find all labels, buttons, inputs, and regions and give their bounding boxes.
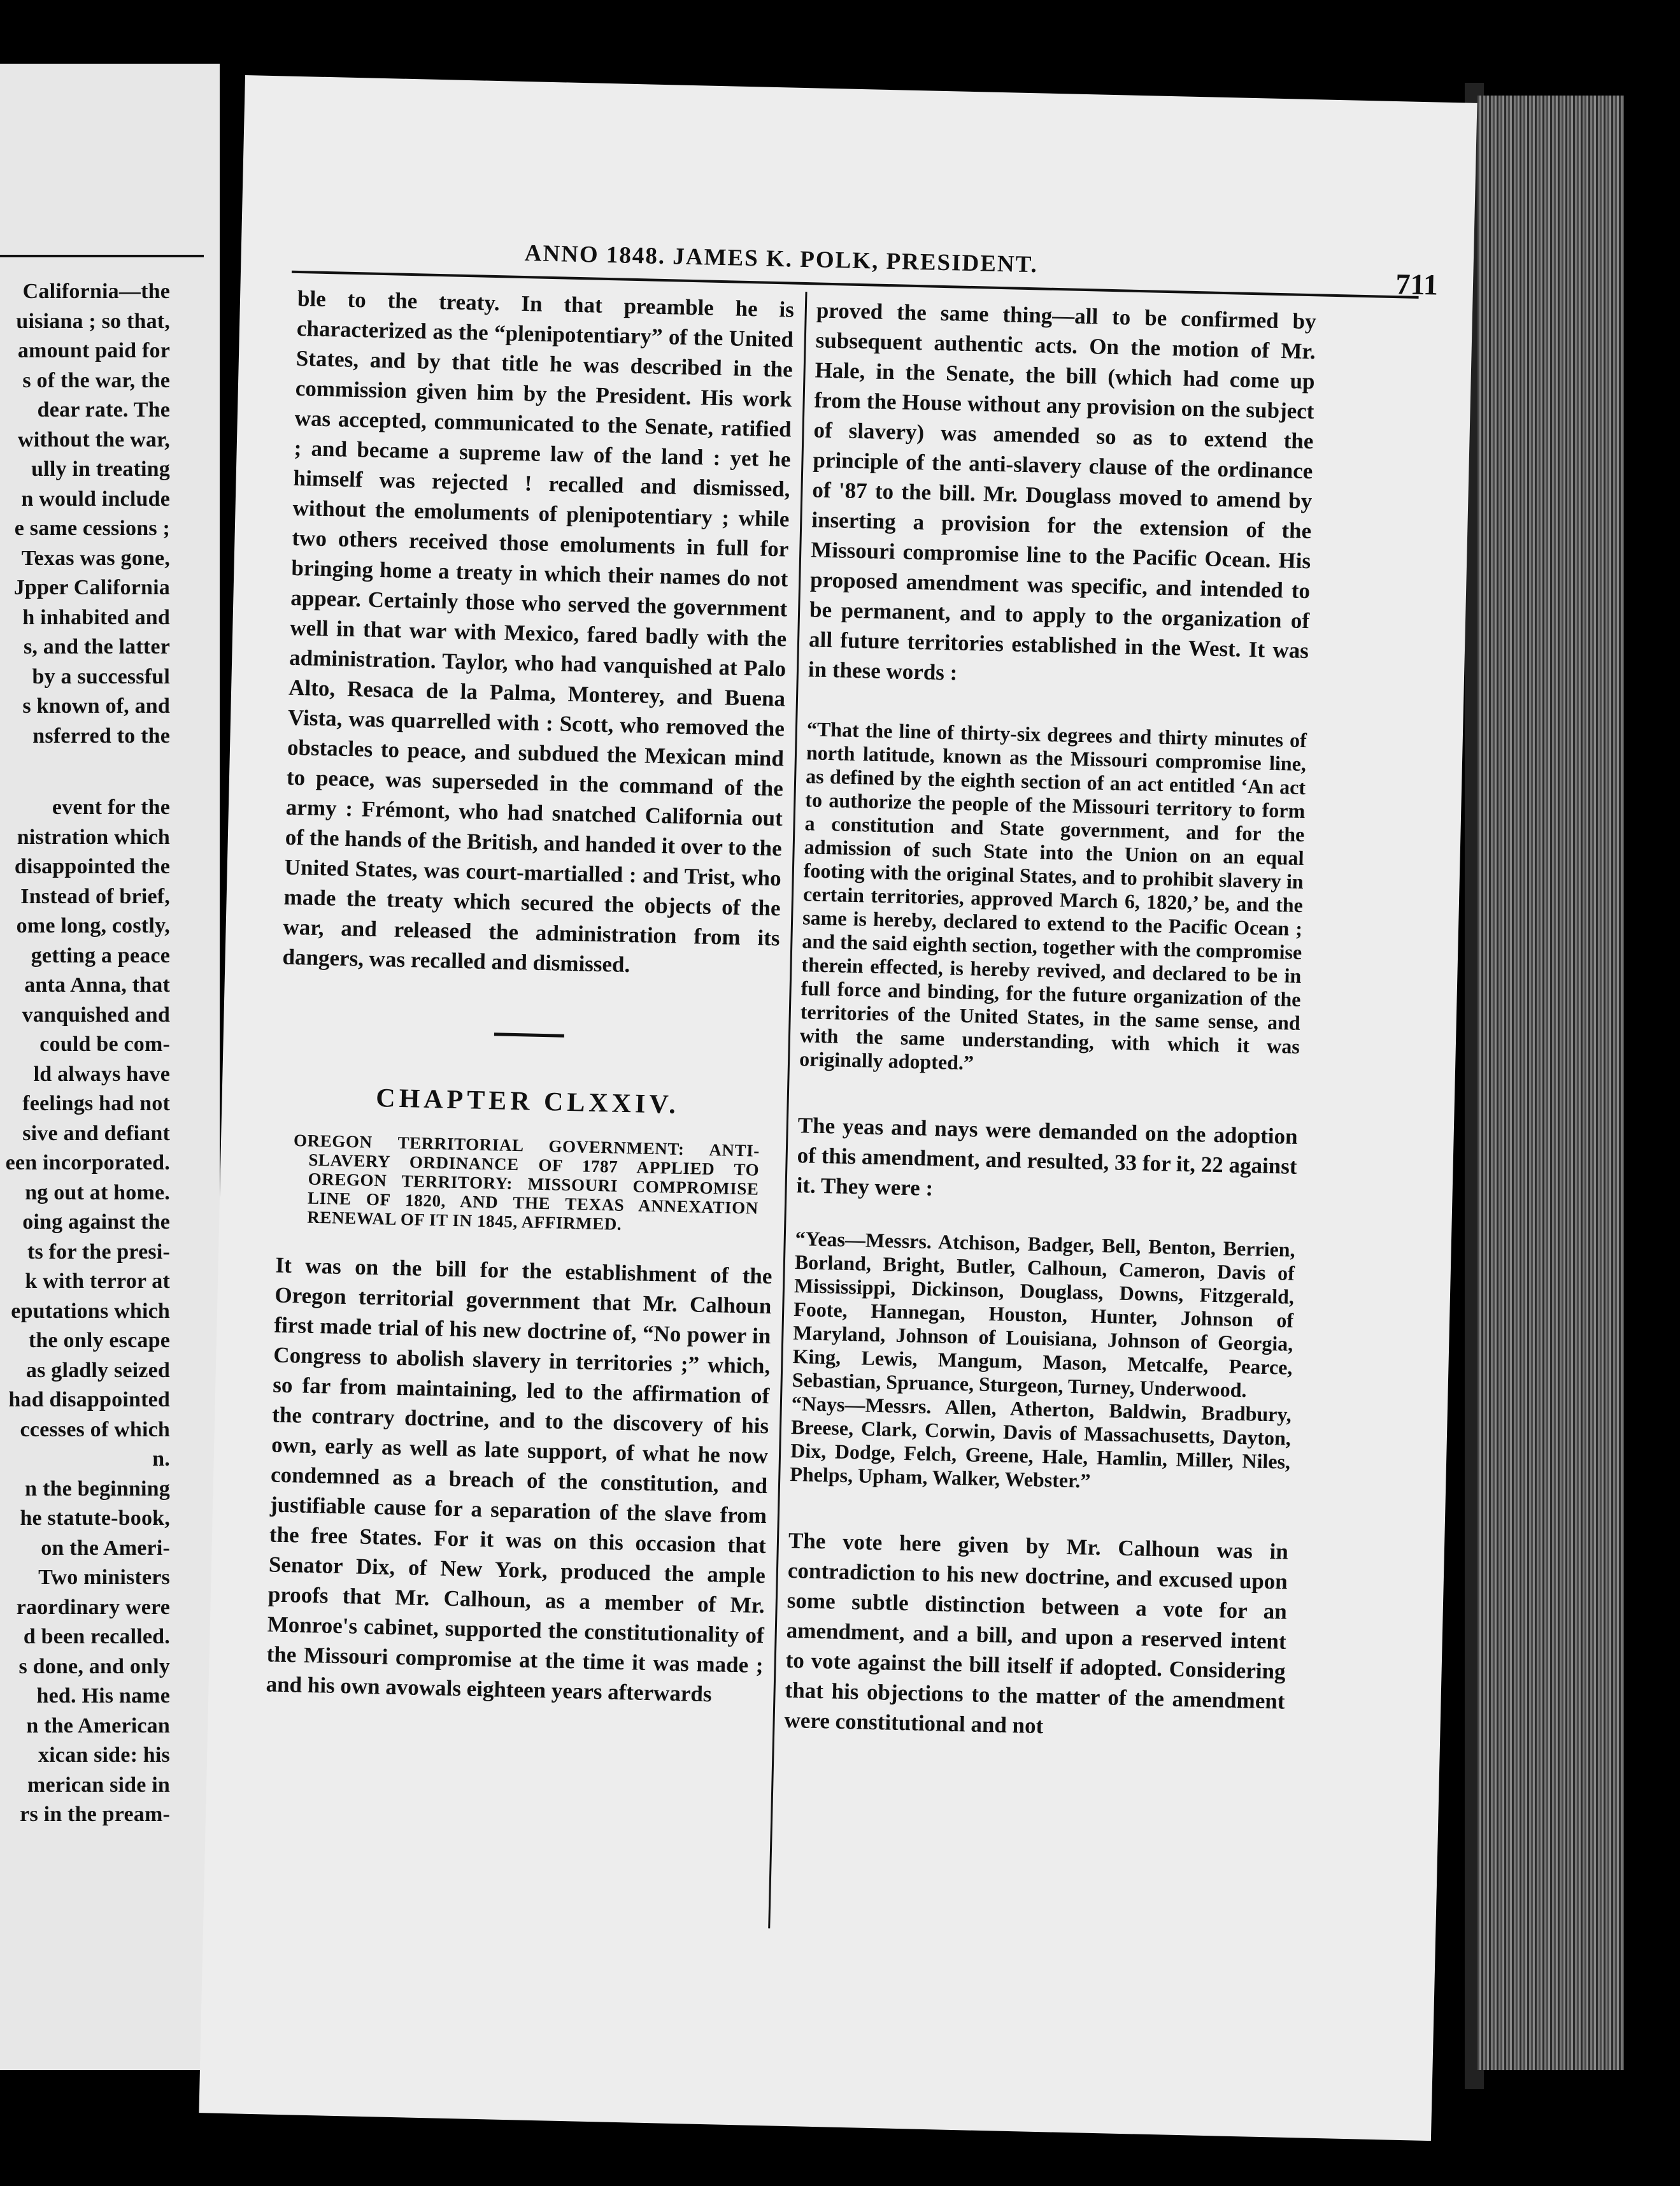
left-facing-page [0, 64, 220, 2070]
left-line: could be com- [39, 1032, 170, 1056]
left-line: as gladly seized [25, 1358, 170, 1382]
left-line: ully in treating [31, 457, 170, 481]
nays-list: “Nays—Messrs. Allen, Atherton, Baldwin, Bradbury, Breese, Clark, Corwin, Davis of Massachusetts, Dayton, Dix, Dodge, Felch, Greene, Hale, Hamlin, Miller, Niles, Phelps, Upham, Walker, Webster.” [789, 1392, 1292, 1492]
left-line: s, and the latter [23, 635, 170, 659]
left-line: ccesses of which [20, 1417, 170, 1441]
column-right [784, 295, 1316, 1746]
section-divider [494, 1032, 564, 1037]
left-line: California—the [22, 280, 170, 303]
left-line: n the American [26, 1713, 170, 1738]
header-title: ANNO 1848. JAMES K. POLK, PRESIDENT. [524, 240, 1039, 278]
left-line: the only escape [28, 1329, 170, 1352]
left-line: s of the war, the [22, 368, 170, 392]
left-line: anta Anna, that [24, 973, 170, 997]
left-line: by a successful [32, 664, 170, 689]
left-line: Two ministers [38, 1566, 170, 1589]
left-line: he statute-book, [20, 1506, 170, 1530]
left-line: had disappointed [8, 1388, 170, 1411]
page-number: 711 [1395, 268, 1439, 301]
left-line: eputations which [11, 1299, 170, 1323]
left-line: oing against the [22, 1210, 170, 1234]
paragraph-vote: The yeas and nays were demanded on the adoption of this amendment, and resulted, 33 for it, 22 against it. They were : [796, 1113, 1299, 1201]
left-line: raordinary were [16, 1595, 170, 1619]
paragraph-calhoun-vote: The vote here given by Mr. Calhoun was in contradiction to his new doctrine, and excused upon some subtle distinction between a vote for an amendment, and a bill, and upon a reserved intent to vote against the bill itself if adopted. Considering that his objections to the matter of the amendment were constitutional and not [784, 1527, 1289, 1739]
left-line: event for the [52, 796, 170, 819]
left-line: n. [152, 1447, 170, 1471]
left-line: dear rate. The [37, 398, 170, 422]
left-line: amount paid for [17, 339, 170, 362]
left-line: merican side in [27, 1773, 170, 1797]
left-line: sive and defiant [22, 1121, 170, 1145]
left-line: h inhabited and [22, 605, 170, 629]
left-line: without the war, [17, 427, 170, 452]
left-line: een incorporated. [5, 1151, 170, 1175]
left-line: d been recalled. [23, 1625, 170, 1648]
left-line: Texas was gone, [21, 546, 170, 570]
left-line: ts for the presi- [27, 1239, 170, 1264]
left-line: ld always have [33, 1062, 170, 1086]
left-line: Jpper California [13, 576, 170, 599]
left-line: ng out at home. [25, 1180, 170, 1204]
left-line: disappointed the [14, 855, 170, 878]
left-line: rs in the pream- [20, 1803, 170, 1826]
left-line: Instead of brief, [20, 884, 170, 908]
left-line: getting a peace [31, 943, 170, 968]
left-page-text [0, 277, 170, 1830]
left-line: nistration which [17, 825, 170, 849]
paragraph-amendment: proved the same thing—all to be confirmed by subsequent authentic acts. On the motion of Mr. Hale, in the Senate, the bill (which had come up from the House without any provision on the subject of slavery) was amended so as to extend the principle of the anti-slavery clause of the ordinance of '87 to the bill. Mr. Douglass moved to amend by inserting a provision for the extension of the Missouri compromise line to the Pacific Ocean. His proposed amendment was specific, and intended to be permanent, and to apply to the organization of all future territories established in the West. It was in these words : [808, 297, 1317, 685]
left-line: hed. His name [36, 1684, 170, 1708]
left-line: k with terror at [25, 1269, 170, 1293]
chapter-title: CHAPTER CLXXIV. [375, 1083, 680, 1120]
left-line: nsferred to the [32, 724, 170, 748]
left-line: s known of, and [22, 694, 170, 718]
paragraph-oregon-bill: It was on the bill for the establishment of the Oregon territorial government that Mr. Calhoun first made trial of his new doctrine of, “No power in Congress to abolish slavery in territories ;” which, so far from maintaining, led to the affirmation of the contrary doctrine, and to the discovery of his own, early as well as late support, of what he now condemned as a breach of the constitution, and justifiable cause for a separation of the slave from the free States. For it was on this occasion that Senator Dix, of New York, produced the ample proofs that Mr. Calhoun, as a member of Mr. Monroe's cabinet, supported the constitutionality of the Missouri compromise at the time it was made ; and his own avowals eighteen years afterwards [266, 1252, 772, 1707]
yeas-list: “Yeas—Messrs. Atchison, Badger, Bell, Benton, Berrien, Borland, Bright, Butler, Calhoun, Cameron, Davis of Mississippi, Dickinson, Douglass, Downs, Fitzgerald, Foote, Hannegan, Houston, Hunter, Johnson of Maryland, Johnson of Louisiana, Johnson of Georgia, King, Lewis, Mangum, Mason, Metcalfe, Pearce, Sebastian, Spruance, Sturgeon, Turney, Underwood. [792, 1227, 1295, 1402]
left-line: e same cessions ; [14, 517, 170, 540]
left-line: xican side: his [38, 1743, 170, 1767]
right-page [199, 75, 1477, 2141]
paragraph-treaty: ble to the treaty. In that preamble he is characterized as the “plenipotentiary” of the United States, and by that title he was described in the commission given him by the President. His work was accepted, communicated to the Senate, ratified ; and became a supreme law of the land : yet he himself was rejected ! recalled and dismissed, without the emoluments of plenipotentiary ; while two others received those emoluments in full for bringing home a treaty in which their names do not appear. Certainly those who served the government well in that war with Mexico, fared badly with the administration. Taylor, who had vanquished at Palo Alto, Resaca de la Palma, Monterey, and Buena Vista, was quarrelled with : Scott, who removed the obstacles to peace, and subdued the Mexican mind to peace, was superseded in the command of the army : Frémont, who had snatched California out of the hands of the British, and handed it over to the United States, was court-martialled : and Trist, who made the treaty which secured the objects of the war, and released the administration from its dangers, was recalled and dismissed. [282, 285, 795, 978]
chapter-summary: OREGON TERRITORIAL GOVERNMENT: ANTI-SLAVERY ORDINANCE OF 1787 APPLIED TO OREGON TERRITORY: MISSOURI COMPROMISE LINE OF 1820, AND THE TEXAS ANNEXATION RENEWAL OF IT IN 1845, AFFIRMED. [293, 1131, 760, 1234]
left-page-header-rule [0, 255, 204, 257]
left-line: feelings had not [22, 1092, 170, 1115]
left-line: n would include [21, 487, 170, 511]
left-line: n the beginning [25, 1476, 170, 1501]
left-line: ome long, costly, [16, 914, 170, 938]
left-line: s done, and only [18, 1654, 170, 1678]
book-page-edges [1477, 96, 1624, 2070]
left-line: vanquished and [22, 1003, 170, 1027]
column-left [266, 283, 794, 1710]
quoted-amendment: “That the line of thirty-six degrees and thirty minutes of north latitude, known as the Missouri compromise line, as defined by the eighth section of an act entitled ‘An act to authorize the people of the Missouri territory to form a constitution and State government, and for the admission of such State into the Union on an equal footing with the original States, and to prohibit slavery in certain territories, approved March 6, 1820,’ be, and the same is hereby, declared to extend to the Pacific Ocean ; and the said eighth section, together with the compromise therein effected, is hereby revived, and declared to be in full force and binding, for the future organization of the territories of the United States, in the same sense, and with the same understanding, with which it was originally adopted.” [799, 717, 1307, 1075]
left-line: uisiana ; so that, [16, 309, 170, 333]
left-line: on the Ameri- [41, 1536, 170, 1560]
